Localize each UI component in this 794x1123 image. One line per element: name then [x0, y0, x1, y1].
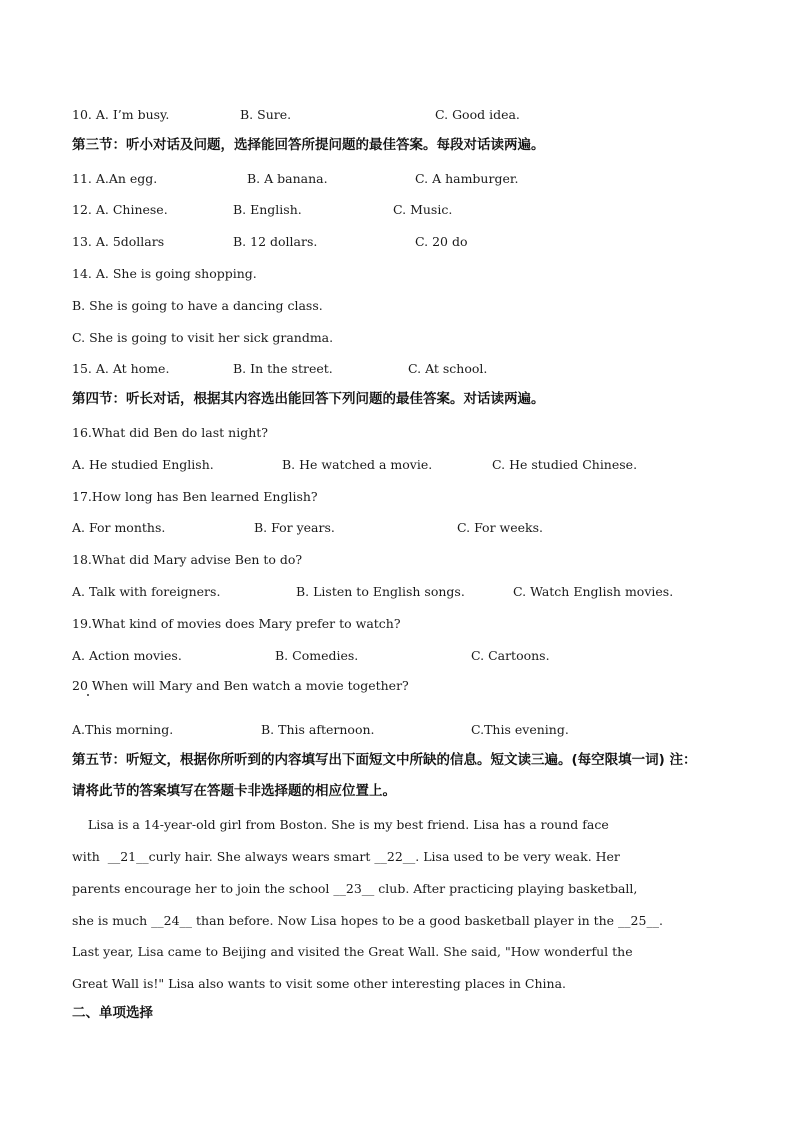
- question-20-text: 20 When will Mary and Ben watch a movie together?: [72, 678, 409, 693]
- passage-line-4: she is much __24__ than before. Now Lisa hopes to be a good basketball player in the __25__.: [72, 913, 663, 928]
- question-13-option-b: B. 12 dollars.: [233, 234, 318, 249]
- section-5-heading-line-2: 请将此节的答案填写在答题卡非选择题的相应位置上。: [72, 783, 396, 799]
- part-2-heading: 二、单项选择: [72, 1005, 153, 1021]
- question-11-option-c: C. A hamburger.: [415, 171, 519, 186]
- question-14-option-c: C. She is going to visit her sick grandma.: [72, 330, 334, 345]
- passage-line-5: Last year, Lisa came to Beijing and visited the Great Wall. She said, "How wonderful the: [72, 944, 633, 959]
- question-16-option-c: C. He studied Chinese.: [492, 457, 638, 472]
- question-12-option-a: 12. A. Chinese.: [72, 202, 168, 217]
- question-18-option-a: A. Talk with foreigners.: [72, 584, 221, 599]
- stray-dot: [87, 694, 89, 696]
- passage-line-1: Lisa is a 14-year-old girl from Boston. She is my best friend. Lisa has a round face: [72, 817, 609, 832]
- question-16-option-b: B. He watched a movie.: [282, 457, 433, 472]
- question-17-option-a: A. For months.: [72, 520, 166, 535]
- question-11-option-b: B. A banana.: [247, 171, 328, 186]
- question-18-option-b: B. Listen to English songs.: [296, 584, 465, 599]
- question-19-option-a: A. Action movies.: [72, 648, 182, 663]
- question-16-text: 16.What did Ben do last night?: [72, 425, 268, 440]
- question-10-option-b: B. Sure.: [240, 107, 292, 122]
- question-19-option-c: C. Cartoons.: [471, 648, 550, 663]
- question-17-option-b: B. For years.: [254, 520, 335, 535]
- question-13-option-a: 13. A. 5dollars: [72, 234, 165, 249]
- question-12-option-c: C. Music.: [393, 202, 453, 217]
- question-20-option-b: B. This afternoon.: [261, 722, 375, 737]
- question-18-option-c: C. Watch English movies.: [513, 584, 674, 599]
- question-14-option-a: 14. A. She is going shopping.: [72, 266, 257, 281]
- question-13-option-c: C. 20 do: [415, 234, 468, 249]
- question-10-option-c: C. Good idea.: [435, 107, 520, 122]
- passage-line-3: parents encourage her to join the school __23__ club. After practicing playing basketball,: [72, 881, 638, 896]
- question-20-option-c: C.This evening.: [471, 722, 569, 737]
- question-17-option-c: C. For weeks.: [457, 520, 543, 535]
- question-15-option-c: C. At school.: [408, 361, 488, 376]
- question-12-option-b: B. English.: [233, 202, 302, 217]
- question-14-option-b: B. She is going to have a dancing class.: [72, 298, 323, 313]
- section-4-heading: 第四节：听长对话，根据其内容选出能回答下列问题的最佳答案。对话读两遍。: [72, 391, 545, 407]
- question-11-option-a: 11. A.An egg.: [72, 171, 158, 186]
- question-17-text: 17.How long has Ben learned English?: [72, 489, 318, 504]
- question-19-text: 19.What kind of movies does Mary prefer to watch?: [72, 616, 401, 631]
- passage-line-2: with __21__curly hair. She always wears smart __22__. Lisa used to be very weak. Her: [72, 849, 620, 864]
- question-20-option-a: A.This morning.: [72, 722, 174, 737]
- question-15-option-a: 15. A. At home.: [72, 361, 170, 376]
- question-18-text: 18.What did Mary advise Ben to do?: [72, 552, 303, 567]
- question-10-option-a: 10. A. I’m busy.: [72, 107, 170, 122]
- question-15-option-b: B. In the street.: [233, 361, 333, 376]
- section-3-heading: 第三节：听小对话及问题，选择能回答所提问题的最佳答案。每段对话读两遍。: [72, 137, 545, 153]
- question-19-option-b: B. Comedies.: [275, 648, 359, 663]
- question-16-option-a: A. He studied English.: [72, 457, 214, 472]
- section-5-heading-line-1: 第五节：听短文，根据你所听到的内容填写出下面短文中所缺的信息。短文读三遍。(每空限填一词) 注：: [72, 752, 697, 768]
- passage-line-6: Great Wall is!" Lisa also wants to visit some other interesting places in China.: [72, 976, 567, 991]
